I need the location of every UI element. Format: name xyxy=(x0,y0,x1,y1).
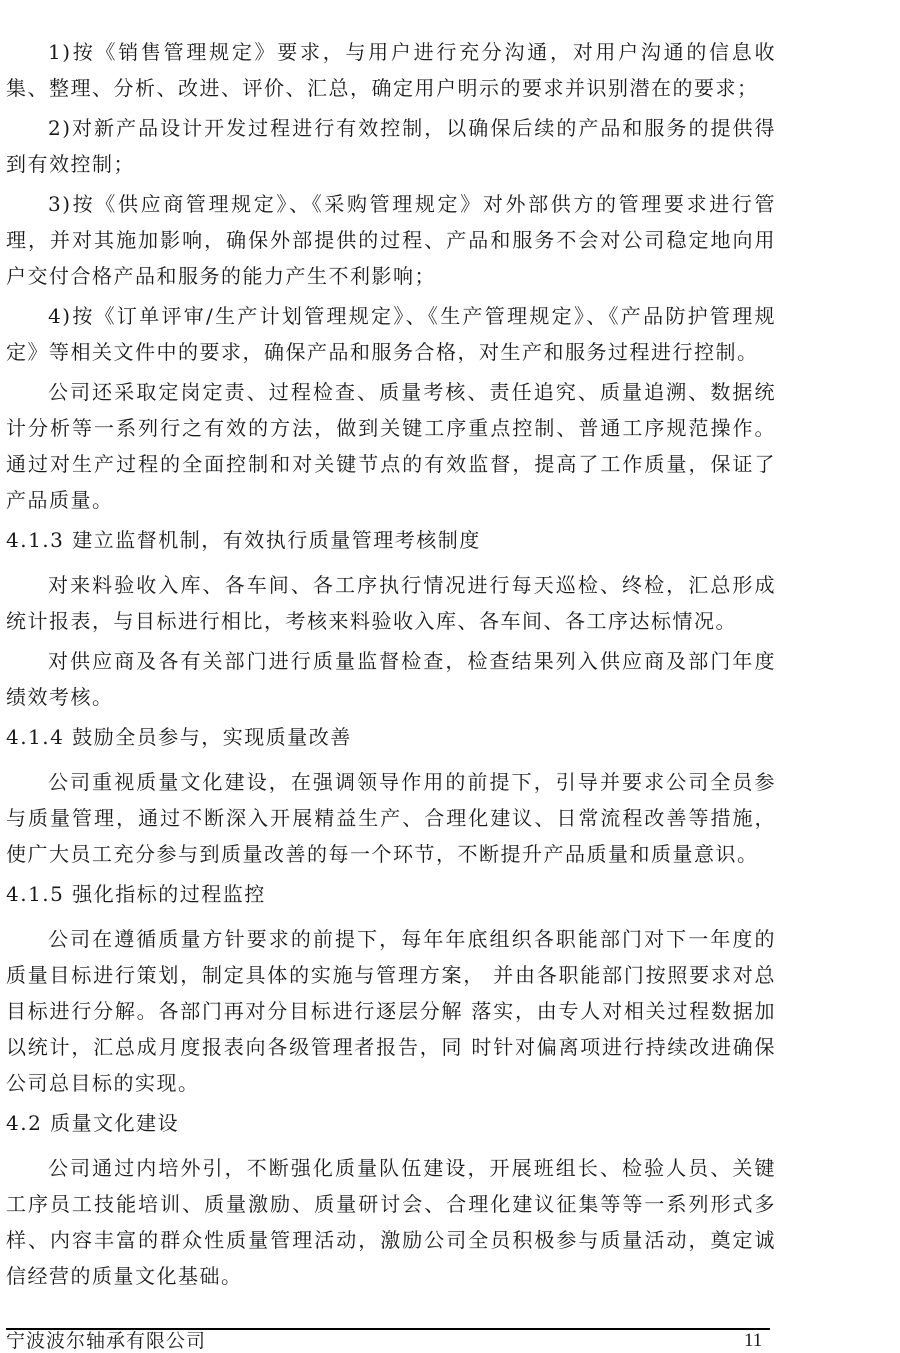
paragraph-quality-culture: 公司重视质量文化建设，在强调领导作用的前提下，引导并要求公司全员参与质量管理，通过不断深入开展精益生产、合理化建议、日常流程改善等措施，使广大员工充分参与到质量改善的每一个环节，不断提升产品质量和质量意识。 xyxy=(6,770,776,866)
paragraph-inspection: 对来料验收入库、各车间、各工序执行情况进行每天巡检、终检，汇总形成统计报表，与目标进行相比，考核来料验收入库、各车间、各工序达标情况。 xyxy=(6,573,776,633)
paragraph-production-control: 4)按《订单评审/生产计划管理规定》、《生产管理规定》、《产品防护管理规定》等相关文件中的要求，确保产品和服务合格，对生产和服务过程进行控制。 xyxy=(6,304,776,364)
paragraph-design-control: 2)对新产品设计开发过程进行有效控制，以确保后续的产品和服务的提供得到有效控制； xyxy=(6,116,776,176)
paragraph-sales-requirements: 1)按《销售管理规定》要求，与用户进行充分沟通，对用户沟通的信息收集、整理、分析、改进、评价、汇总，确定用户明示的要求并识别潜在的要求； xyxy=(6,40,776,100)
paragraph-supplier-control: 3)按《供应商管理规定》、《采购管理规定》对外部供方的管理要求进行管理，并对其施加影响，确保外部提供的过程、产品和服务不会对公司稳定地向用户交付合格产品和服务的能力产生不利影响； xyxy=(6,192,776,288)
document-body xyxy=(6,34,776,1298)
section-heading-4-1-4: 4.1.4 鼓励全员参与，实现质量改善 xyxy=(6,725,352,749)
paragraph-culture-building: 公司通过内培外引，不断强化质量队伍建设，开展班组长、检验人员、关键工序员工技能培训、质量激励、质量研讨会、合理化建议征集等等一系列形式多样、内容丰富的群众性质量管理活动，激励公司全员积极参与质量活动，奠定诚信经营的质量文化基础。 xyxy=(6,1156,776,1288)
paragraph-target-monitoring: 公司在遵循质量方针要求的前提下，每年年底组织各职能部门对下一年度的质量目标进行策划，制定具体的实施与管理方案， 并由各职能部门按照要求对总目标进行分解。各部门再对分目标进行逐层分解 落实，由专人对相关过程数据加以统计，汇总成月度报表向各级管理者报告，同 时针对偏离项进行持续改进确保公司总目标的实现。 xyxy=(6,927,776,1095)
footer-company-name: 宁波波尔轴承有限公司 xyxy=(6,1330,207,1352)
section-heading-4-1-3: 4.1.3 建立监督机制，有效执行质量管理考核制度 xyxy=(6,528,481,552)
paragraph-supervision: 对供应商及各有关部门进行质量监督检查，检查结果列入供应商及部门年度绩效考核。 xyxy=(6,649,776,709)
paragraph-process-methods: 公司还采取定岗定责、过程检查、质量考核、责任追究、质量追溯、数据统计分析等一系列行之有效的方法，做到关键工序重点控制、普通工序规范操作。通过对生产过程的全面控制和对关键节点的有效监督，提高了工作质量，保证了产品质量。 xyxy=(6,380,776,512)
footer-page-number: 11 xyxy=(744,1330,763,1351)
section-heading-4-1-5: 4.1.5 强化指标的过程监控 xyxy=(6,882,266,906)
section-heading-4-2: 4.2 质量文化建设 xyxy=(6,1111,180,1135)
